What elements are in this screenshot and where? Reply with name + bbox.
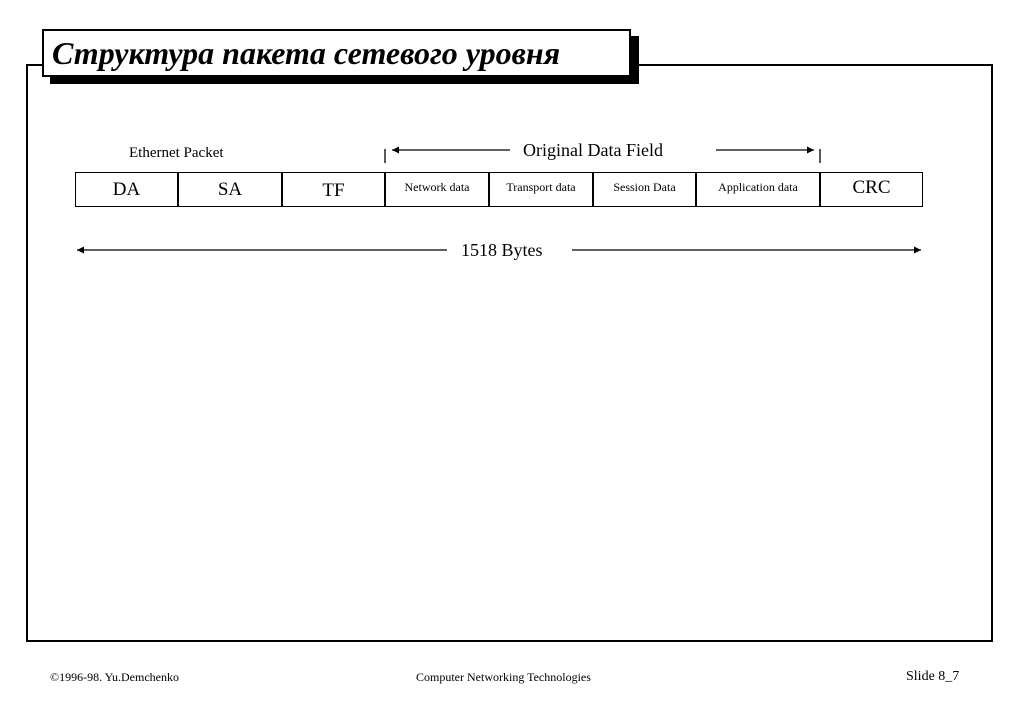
footer-copyright: ©1996-98. Yu.Demchenko bbox=[50, 670, 179, 684]
field-crc: CRC bbox=[820, 172, 923, 207]
field-transport-data: Transport data bbox=[489, 172, 594, 207]
field-network-data: Network data bbox=[385, 172, 490, 207]
slide-title: Структура пакета сетевого уровня bbox=[52, 35, 561, 71]
footer-slide-number: Slide 8_7 bbox=[906, 669, 960, 684]
field-application-data: Application data bbox=[696, 172, 821, 207]
field-tf: TF bbox=[282, 172, 386, 207]
original-data-field-label: Original Data Field bbox=[523, 140, 663, 160]
field-sa: SA bbox=[178, 172, 283, 207]
packet-fields-row bbox=[75, 172, 923, 207]
ethernet-packet-label: Ethernet Packet bbox=[129, 145, 224, 161]
total-bytes-label: 1518 Bytes bbox=[461, 240, 543, 260]
field-da: DA bbox=[75, 172, 179, 207]
footer-course-title: Computer Networking Technologies bbox=[416, 670, 591, 684]
field-session-data: Session Data bbox=[593, 172, 697, 207]
